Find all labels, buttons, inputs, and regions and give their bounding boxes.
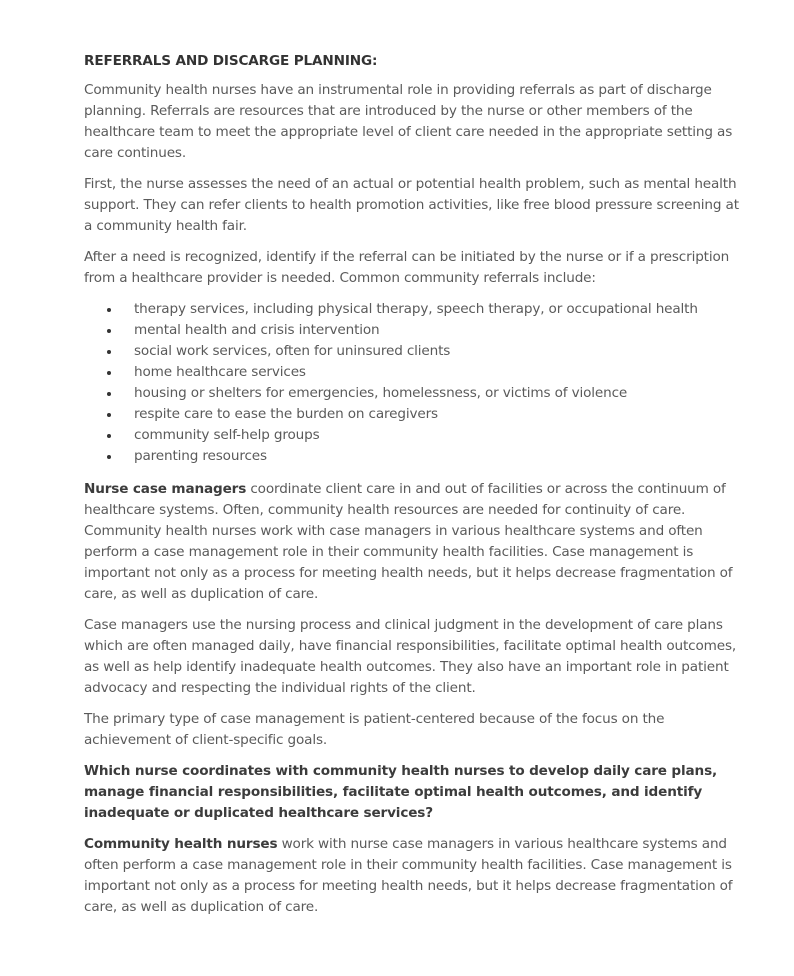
section-heading: REFERRALS AND DISCARGE PLANNING: [84,53,378,69]
list-item: mental health and crisis intervention [134,320,746,341]
list-item: social work services, often for uninsured clients [134,341,746,362]
paragraph-case-managers [84,479,746,605]
term-nurse-case-managers: Nurse case managers [84,481,247,497]
list-item: home healthcare services [134,362,746,383]
paragraph-patient-centered: The primary type of case management is patient-centered because of the focus on the achievement of client-specific goals. [84,711,665,748]
paragraph-referrals-intro: Community health nurses have an instrumental role in providing referrals as part of discharge planning. Referrals are resources that are introduced by the nurse or other members of the healthcare team to meet the appropriate level of client care needed in the appropriate setting as care continues. [84,82,733,161]
referral-list [84,299,746,467]
list-item: therapy services, including physical therapy, speech therapy, or occupational health [134,299,746,320]
question-text: Which nurse coordinates with community health nurses to develop daily care plans, manage financial responsibilities, facilitate optimal health outcomes, and identify inadequate or duplicated healthcare services? [84,763,718,821]
paragraph-case-managers-text: coordinate client care in and out of facilities or across the continuum of healthcare systems. Often, community health resources are needed for continuity of care. Community health nurses work with case managers in various healthcare systems and often perform a case management role in their community health facilities. Case management is important not only as a process for meeting health needs, but it helps decrease fragmentation of care, as well as duplication of care. [84,481,733,602]
list-item: respite care to ease the burden on caregivers [134,404,746,425]
answer-paragraph [84,834,746,918]
paragraph-nursing-process: Case managers use the nursing process and clinical judgment in the development of care plans which are often managed daily, have financial responsibilities, facilitate optimal health outcomes, as well as help identify inadequate health outcomes. They also have an important role in patient advocacy and respecting the individual rights of the client. [84,617,737,696]
list-item: parenting resources [134,446,746,467]
paragraph-assessment: First, the nurse assesses the need of an actual or potential health problem, such as mental health support. They can refer clients to health promotion activities, like free blood pressure screening at a community health fair. [84,176,739,234]
answer-text: work with nurse case managers in various healthcare systems and often perform a case management role in their community health facilities. Case management is important not only as a process for meeting health needs, but it helps decrease fragmentation of care, as well as duplication of care. [84,836,733,915]
document-page [84,51,746,928]
list-item: community self-help groups [134,425,746,446]
answer-term: Community health nurses [84,836,278,852]
list-item: housing or shelters for emergencies, homelessness, or victims of violence [134,383,746,404]
paragraph-referral-initiation: After a need is recognized, identify if the referral can be initiated by the nurse or if a prescription from a healthcare provider is needed. Common community referrals include: [84,249,730,286]
